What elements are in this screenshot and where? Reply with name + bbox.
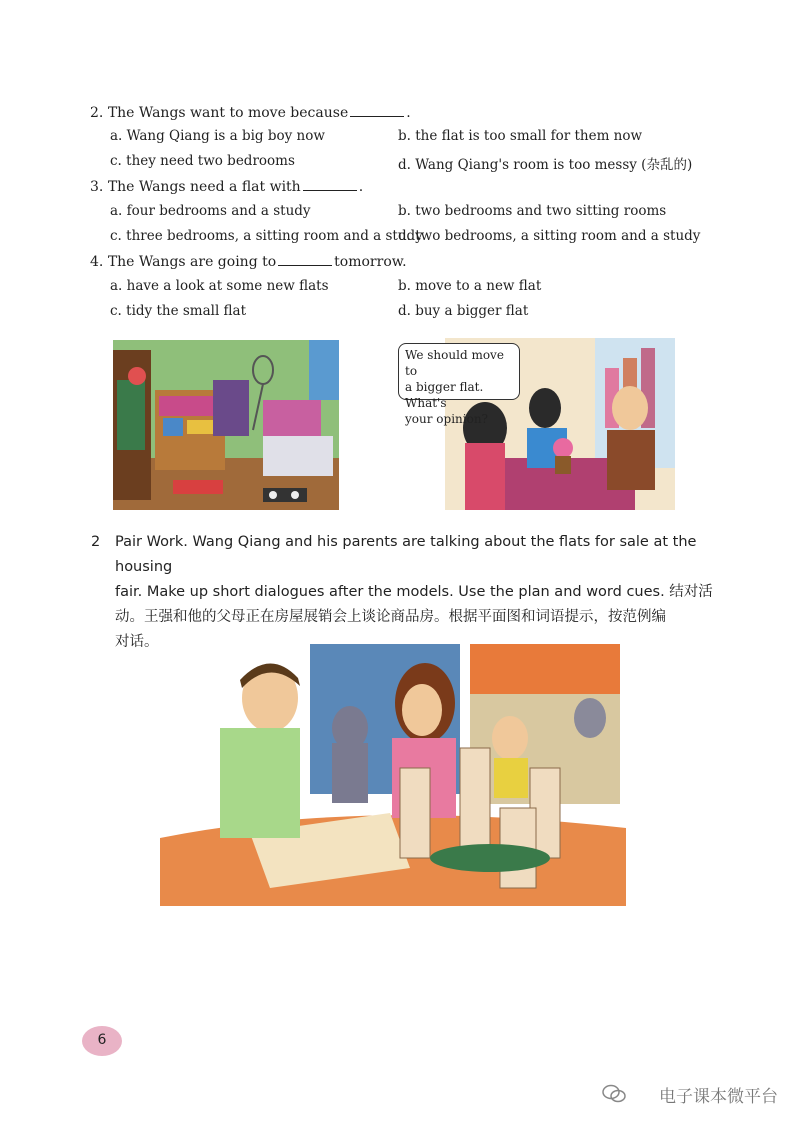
question-text-end: . bbox=[358, 179, 364, 195]
answer-blank bbox=[303, 178, 357, 191]
option-b: b. move to a new flat bbox=[398, 278, 542, 294]
option-b: b. two bedrooms and two sitting rooms bbox=[398, 203, 667, 219]
question-text: The Wangs are going to bbox=[107, 254, 277, 270]
option-d: d. Wang Qiang's room is too messy (杂乱的) bbox=[398, 157, 693, 173]
question-text-end: . bbox=[406, 105, 411, 121]
watermark-text: 电子课本微平台 bbox=[659, 1087, 778, 1107]
answer-blank bbox=[278, 253, 332, 266]
page-number: 6 bbox=[97, 1032, 107, 1048]
wechat-icon bbox=[602, 1084, 626, 1108]
page-number-badge bbox=[82, 1026, 122, 1056]
option-a: a. Wang Qiang is a big boy now bbox=[110, 128, 325, 144]
section-number: 2 bbox=[91, 534, 101, 550]
speech-line: a bigger flat. What's bbox=[405, 380, 484, 410]
option-c: c. they need two bedrooms bbox=[110, 153, 295, 169]
instruction-line: fair. Make up short dialogues after the models. Use the plan and word cues. 结对活 bbox=[115, 584, 713, 600]
instruction-line: 对话。 bbox=[115, 634, 159, 650]
option-d: d. buy a bigger flat bbox=[398, 303, 529, 319]
question-number: 4. bbox=[90, 254, 104, 270]
speech-line: your opinion? bbox=[405, 412, 488, 426]
question-2-stem bbox=[90, 104, 411, 122]
option-c: c. three bedrooms, a sitting room and a study bbox=[110, 228, 423, 244]
option-c: c. tidy the small flat bbox=[110, 303, 247, 319]
option-d: d. two bedrooms, a sitting room and a study bbox=[398, 228, 701, 244]
pair-work-instructions bbox=[91, 530, 715, 655]
messy-room-illustration bbox=[113, 340, 339, 510]
speech-line: We should move to bbox=[405, 348, 504, 378]
option-a: a. four bedrooms and a study bbox=[110, 203, 311, 219]
question-4-stem bbox=[90, 253, 407, 271]
question-text: The Wangs want to move because bbox=[107, 105, 349, 121]
option-b: b. the flat is too small for them now bbox=[398, 128, 643, 144]
speech-bubble bbox=[398, 343, 520, 426]
question-number: 3. bbox=[90, 179, 104, 195]
instruction-line: Pair Work. Wang Qiang and his parents are talking about the flats for sale at the housing bbox=[115, 534, 697, 575]
question-text: The Wangs need a flat with bbox=[107, 179, 301, 195]
question-number: 2. bbox=[90, 105, 104, 121]
option-a: a. have a look at some new flats bbox=[110, 278, 329, 294]
answer-blank bbox=[350, 104, 404, 117]
instruction-line: 动。王强和他的父母正在房屋展销会上谈论商品房。根据平面图和词语提示，按范例编 bbox=[115, 609, 666, 625]
housing-fair-illustration bbox=[160, 638, 626, 906]
question-3-stem bbox=[90, 178, 363, 196]
question-text-end: tomorrow. bbox=[334, 254, 407, 270]
